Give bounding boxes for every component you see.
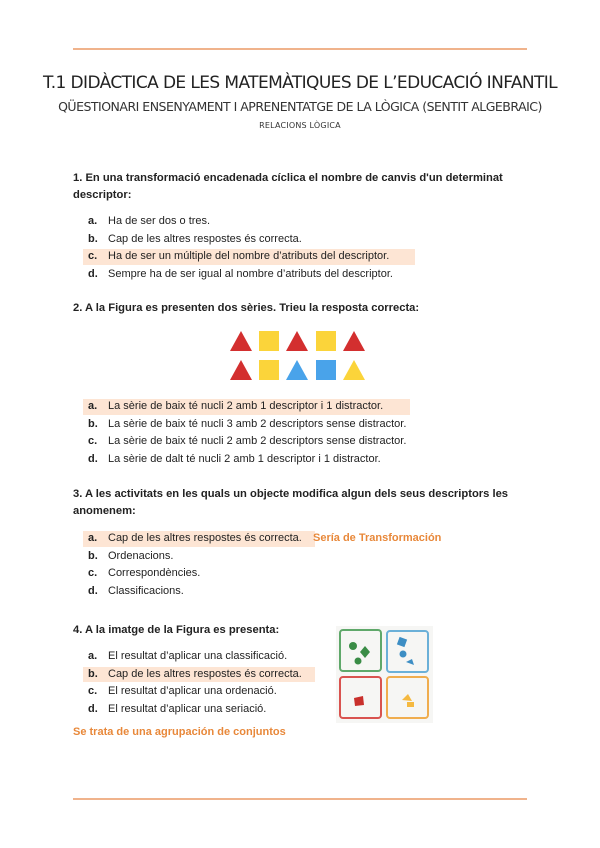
q1-option-b[interactable]: b. Cap de les altres respostes és correcta. xyxy=(88,232,302,245)
page-title: T.1 DIDÀCTICA DE LES MATEMÀTIQUES DE L’EDUCACIÓ INFANTIL xyxy=(42,73,558,93)
grouping-photo xyxy=(336,626,433,723)
q4-option-c[interactable]: c. El resultat d’aplicar una ordenació. xyxy=(88,685,277,697)
q3-option-c[interactable]: c. Correspondències. xyxy=(88,567,201,579)
yellow-square-shape xyxy=(316,331,336,351)
q4-option-d[interactable]: d. El resultat d’aplicar una seriació. xyxy=(88,702,267,715)
red-triangle-shape xyxy=(343,331,365,351)
q3-option-b[interactable]: b. Ordenacions. xyxy=(88,549,174,562)
yellow-square-shape xyxy=(259,331,279,351)
q4-option-a[interactable]: a. El resultat d’aplicar una classificació. xyxy=(88,650,288,662)
question-2-options xyxy=(73,398,413,468)
series-figure xyxy=(229,329,371,381)
q1-option-d[interactable]: d. Sempre ha de ser igual al nombre d’atributs del descriptor. xyxy=(88,267,393,280)
question-1-options xyxy=(73,213,413,283)
question-3-options xyxy=(73,530,493,600)
yellow-triangle-shape xyxy=(343,360,365,380)
q3-option-d[interactable]: d. Classificacions. xyxy=(88,584,184,597)
yellow-square-shape xyxy=(259,360,279,380)
q4-option-b-highlighted[interactable]: b. Cap de les altres respostes és correcta. xyxy=(73,666,328,684)
question-4-options xyxy=(73,648,328,718)
blue-square-shape xyxy=(316,360,336,380)
blue-triangle-shape xyxy=(286,360,308,380)
question-3: 3. A les activitats en les quals un objecte modifica algun dels seus descriptors les anomenem: xyxy=(73,488,509,517)
page-subtitle: QÜESTIONARI ENSENYAMENT I APRENENTATGE DE LA LÒGICA (SENTIT ALGEBRAIC) xyxy=(58,99,542,114)
q3-annotation: Sería de Transformación xyxy=(313,532,442,544)
section-label: RELACIONS LÒGICA xyxy=(259,121,341,130)
q2-option-c[interactable]: c. La sèrie de baix té nucli 2 amb 2 descriptors sense distractor. xyxy=(88,435,407,447)
red-triangle-shape xyxy=(286,331,308,351)
q4-annotation: Se trata de una agrupación de conjuntos xyxy=(73,726,286,738)
q3-option-a-highlighted[interactable]: a. Cap de les altres respostes és correcta. Sería de Transformación xyxy=(73,530,493,548)
bottom-divider xyxy=(73,798,527,800)
q2-option-d[interactable]: d. La sèrie de dalt té nucli 2 amb 1 descriptor i 1 distractor. xyxy=(88,452,381,465)
question-1: 1. En una transformació encadenada cíclica el nombre de canvis d'un determinat descriptor: xyxy=(73,172,503,201)
q1-option-c-highlighted[interactable]: c. Ha de ser un múltiple del nombre d’atributs del descriptor. xyxy=(73,248,413,266)
q2-option-b[interactable]: b. La sèrie de baix té nucli 3 amb 2 descriptors sense distractor. xyxy=(88,417,407,430)
red-triangle-shape xyxy=(230,360,252,380)
question-4: 4. A la imatge de la Figura es presenta: xyxy=(73,624,280,636)
red-triangle-shape xyxy=(230,331,252,351)
q2-option-a-highlighted[interactable]: a. La sèrie de baix té nucli 2 amb 1 descriptor i 1 distractor. xyxy=(73,398,413,416)
q1-option-a[interactable]: a. Ha de ser dos o tres. xyxy=(88,215,211,227)
question-2: 2. A la Figura es presenten dos sèries. Trieu la resposta correcta: xyxy=(73,302,420,314)
top-divider xyxy=(73,48,527,50)
